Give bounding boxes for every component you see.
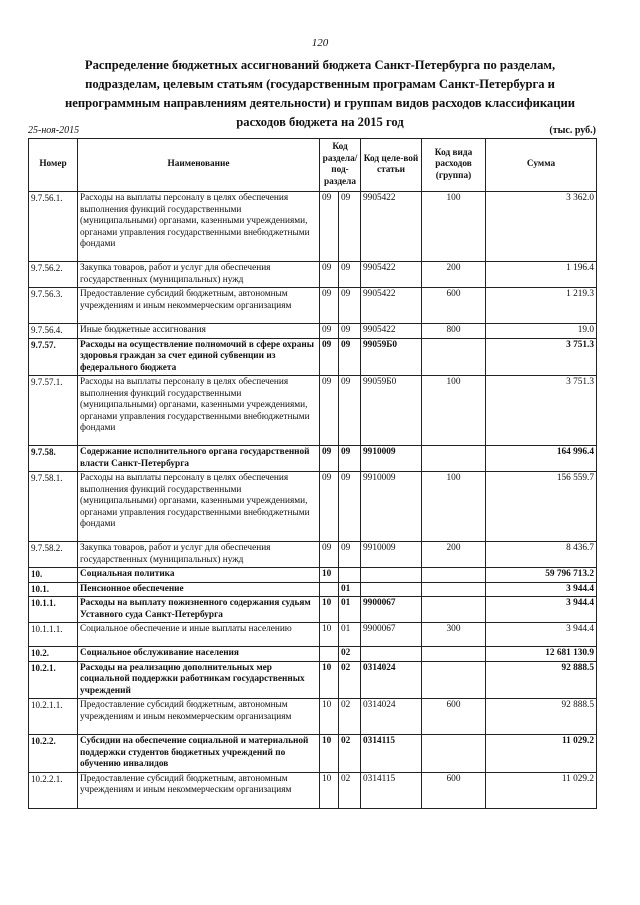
row-vr xyxy=(422,735,486,773)
row-name: Социальная политика xyxy=(78,568,320,583)
row-sum: 92 888.5 xyxy=(486,661,597,699)
header-name: Наименование xyxy=(78,139,320,192)
row-podrazdel: 09 xyxy=(339,192,361,262)
row-csr: 9905422 xyxy=(361,192,422,262)
row-vr xyxy=(422,568,486,583)
document-title xyxy=(40,56,600,132)
row-sum: 59 796 713.2 xyxy=(486,568,597,583)
row-number: 10.2.1.1. xyxy=(29,699,78,735)
row-sum: 156 559.7 xyxy=(486,472,597,542)
row-vr: 200 xyxy=(422,542,486,568)
table-row xyxy=(29,661,597,699)
row-podrazdel: 09 xyxy=(339,288,361,324)
row-sum: 3 944.4 xyxy=(486,582,597,597)
row-number: 10.2. xyxy=(29,647,78,662)
row-name: Расходы на реализацию дополнительных мер социальной поддержки работникам государственных учреждений xyxy=(78,661,320,699)
table-row xyxy=(29,338,597,376)
meta-row xyxy=(28,125,596,137)
row-vr: 600 xyxy=(422,772,486,808)
row-razdel: 09 xyxy=(320,542,339,568)
row-name: Предоставление субсидий бюджетным, автономным учреждениям и иным некоммерческим организациям xyxy=(78,772,320,808)
header-sum: Сумма xyxy=(486,139,597,192)
row-sum: 3 751.3 xyxy=(486,338,597,376)
row-sum: 164 996.4 xyxy=(486,446,597,472)
row-number: 10.1. xyxy=(29,582,78,597)
table-row xyxy=(29,568,597,583)
row-vr xyxy=(422,582,486,597)
row-razdel: 10 xyxy=(320,699,339,735)
row-podrazdel: 02 xyxy=(339,647,361,662)
row-csr: 99059Б0 xyxy=(361,376,422,446)
row-name: Содержание исполнительного органа государственной власти Санкт-Петербурга xyxy=(78,446,320,472)
row-razdel: 09 xyxy=(320,324,339,339)
row-razdel: 09 xyxy=(320,288,339,324)
row-number: 10.2.1. xyxy=(29,661,78,699)
row-number: 10.2.2.1. xyxy=(29,772,78,808)
row-name: Расходы на выплату пожизненного содержания судьям Уставного суда Санкт-Петербурга xyxy=(78,597,320,623)
row-name: Пенсионное обеспечение xyxy=(78,582,320,597)
table-row xyxy=(29,542,597,568)
row-vr: 600 xyxy=(422,699,486,735)
row-number: 9.7.58.2. xyxy=(29,542,78,568)
row-csr: 9905422 xyxy=(361,288,422,324)
table-row xyxy=(29,324,597,339)
header-razdel: Код раздела/ под-раздела xyxy=(320,139,361,192)
currency-unit: (тыс. руб.) xyxy=(549,125,596,136)
page-number: 120 xyxy=(311,37,329,49)
table-row xyxy=(29,472,597,542)
row-name: Расходы на выплаты персоналу в целях обеспечения выполнения функций государственными (муниципальными) органами, казенными учреждениями, органами управления государственными внебюджетными фондами xyxy=(78,472,320,542)
row-csr: 9910009 xyxy=(361,542,422,568)
row-podrazdel: 09 xyxy=(339,542,361,568)
row-sum: 1 196.4 xyxy=(486,262,597,288)
row-csr: 0314024 xyxy=(361,699,422,735)
row-podrazdel: 02 xyxy=(339,699,361,735)
row-csr xyxy=(361,568,422,583)
row-csr: 9905422 xyxy=(361,262,422,288)
row-vr: 200 xyxy=(422,262,486,288)
row-sum: 3 362.0 xyxy=(486,192,597,262)
row-razdel: 10 xyxy=(320,623,339,647)
row-sum: 11 029.2 xyxy=(486,772,597,808)
row-razdel: 09 xyxy=(320,446,339,472)
table-row xyxy=(29,376,597,446)
row-csr: 0314115 xyxy=(361,772,422,808)
row-podrazdel: 01 xyxy=(339,623,361,647)
table-row xyxy=(29,192,597,262)
row-csr: 9900067 xyxy=(361,597,422,623)
row-podrazdel xyxy=(339,568,361,583)
row-podrazdel: 02 xyxy=(339,735,361,773)
row-number: 9.7.58.1. xyxy=(29,472,78,542)
row-vr xyxy=(422,597,486,623)
table-row xyxy=(29,262,597,288)
row-razdel: 09 xyxy=(320,338,339,376)
row-number: 10.1.1. xyxy=(29,597,78,623)
row-razdel: 10 xyxy=(320,735,339,773)
row-number: 9.7.56.1. xyxy=(29,192,78,262)
row-name: Закупка товаров, работ и услуг для обеспечения государственных (муниципальных) нужд xyxy=(78,542,320,568)
row-vr: 600 xyxy=(422,288,486,324)
row-podrazdel: 09 xyxy=(339,262,361,288)
table-header-row xyxy=(29,139,597,192)
row-number: 9.7.56.3. xyxy=(29,288,78,324)
row-name: Социальное обслуживание населения xyxy=(78,647,320,662)
row-vr: 100 xyxy=(422,192,486,262)
row-razdel xyxy=(320,647,339,662)
row-name: Субсидии на обеспечение социальной и материальной поддержки студентов бюджетных учреждений по обучению инвалидов xyxy=(78,735,320,773)
table-body xyxy=(29,192,597,809)
row-number: 9.7.58. xyxy=(29,446,78,472)
row-sum: 19.0 xyxy=(486,324,597,339)
row-number: 9.7.56.4. xyxy=(29,324,78,339)
row-number: 10. xyxy=(29,568,78,583)
row-sum: 8 436.7 xyxy=(486,542,597,568)
document-date: 25-ноя-2015 xyxy=(28,125,80,136)
table-row xyxy=(29,623,597,647)
title-line: подразделам, целевым статьям (государственным програмам Санкт-Петербурга и xyxy=(85,77,555,91)
row-csr: 0314024 xyxy=(361,661,422,699)
row-vr: 300 xyxy=(422,623,486,647)
row-csr: 9905422 xyxy=(361,324,422,339)
row-name: Социальное обеспечение и иные выплаты населению xyxy=(78,623,320,647)
row-podrazdel: 09 xyxy=(339,446,361,472)
table-row xyxy=(29,597,597,623)
table-row xyxy=(29,288,597,324)
row-vr xyxy=(422,446,486,472)
row-sum: 12 681 130.9 xyxy=(486,647,597,662)
row-vr xyxy=(422,338,486,376)
row-vr: 800 xyxy=(422,324,486,339)
row-name: Закупка товаров, работ и услуг для обеспечения государственных (муниципальных) нужд xyxy=(78,262,320,288)
row-number: 10.1.1.1. xyxy=(29,623,78,647)
table-row xyxy=(29,735,597,773)
header-number: Номер xyxy=(29,139,78,192)
table-row xyxy=(29,772,597,808)
budget-table xyxy=(28,138,597,809)
title-line: Распределение бюджетных ассигнований бюджета Санкт-Петербурга по разделам, xyxy=(84,58,556,72)
row-number: 9.7.57. xyxy=(29,338,78,376)
row-number: 10.2.2. xyxy=(29,735,78,773)
table-row xyxy=(29,446,597,472)
row-sum: 92 888.5 xyxy=(486,699,597,735)
row-razdel: 09 xyxy=(320,376,339,446)
row-vr: 100 xyxy=(422,376,486,446)
row-name: Предоставление субсидий бюджетным, автономным учреждениям и иным некоммерческим организациям xyxy=(78,699,320,735)
row-vr xyxy=(422,647,486,662)
row-razdel: 09 xyxy=(320,192,339,262)
row-vr: 100 xyxy=(422,472,486,542)
row-podrazdel: 09 xyxy=(339,472,361,542)
row-csr: 9910009 xyxy=(361,446,422,472)
header-vr: Код вида расходов (группа) xyxy=(422,139,486,192)
row-sum: 3 944.4 xyxy=(486,597,597,623)
row-name: Предоставление субсидий бюджетным, автономным учреждениям и иным некоммерческим организациям xyxy=(78,288,320,324)
row-csr xyxy=(361,582,422,597)
row-razdel: 09 xyxy=(320,262,339,288)
header-csr: Код целе-вой статьи xyxy=(361,139,422,192)
title-line: непрограммным направлениям деятельности) и группам видов расходов классификации xyxy=(65,96,575,110)
row-razdel: 09 xyxy=(320,472,339,542)
row-podrazdel: 01 xyxy=(339,582,361,597)
table-row xyxy=(29,647,597,662)
row-csr: 9900067 xyxy=(361,623,422,647)
row-sum: 1 219.3 xyxy=(486,288,597,324)
row-sum: 3 944.4 xyxy=(486,623,597,647)
row-sum: 11 029.2 xyxy=(486,735,597,773)
row-sum: 3 751.3 xyxy=(486,376,597,446)
table-row xyxy=(29,699,597,735)
title-line: расходов бюджета на 2015 год xyxy=(236,115,404,129)
row-number: 9.7.56.2. xyxy=(29,262,78,288)
row-podrazdel: 02 xyxy=(339,772,361,808)
row-razdel xyxy=(320,582,339,597)
row-csr: 99059Б0 xyxy=(361,338,422,376)
row-name: Расходы на выплаты персоналу в целях обеспечения выполнения функций государственными (муниципальными) органами, казенными учреждениями, органами управления государственными внебюджетными фондами xyxy=(78,192,320,262)
row-razdel: 10 xyxy=(320,772,339,808)
row-vr xyxy=(422,661,486,699)
row-podrazdel: 09 xyxy=(339,324,361,339)
row-razdel: 10 xyxy=(320,568,339,583)
row-podrazdel: 09 xyxy=(339,338,361,376)
row-csr: 9910009 xyxy=(361,472,422,542)
row-csr xyxy=(361,647,422,662)
table-row xyxy=(29,582,597,597)
row-name: Иные бюджетные ассигнования xyxy=(78,324,320,339)
row-number: 9.7.57.1. xyxy=(29,376,78,446)
row-csr: 0314115 xyxy=(361,735,422,773)
row-razdel: 10 xyxy=(320,597,339,623)
row-podrazdel: 01 xyxy=(339,597,361,623)
row-razdel: 10 xyxy=(320,661,339,699)
row-podrazdel: 09 xyxy=(339,376,361,446)
row-podrazdel: 02 xyxy=(339,661,361,699)
row-name: Расходы на осуществление полномочий в сфере охраны здоровья граждан за счет единой субвенции из федерального бюджета xyxy=(78,338,320,376)
row-name: Расходы на выплаты персоналу в целях обеспечения выполнения функций государственными (муниципальными) органами, казенными учреждениями, органами управления государственными внебюджетными фондами xyxy=(78,376,320,446)
